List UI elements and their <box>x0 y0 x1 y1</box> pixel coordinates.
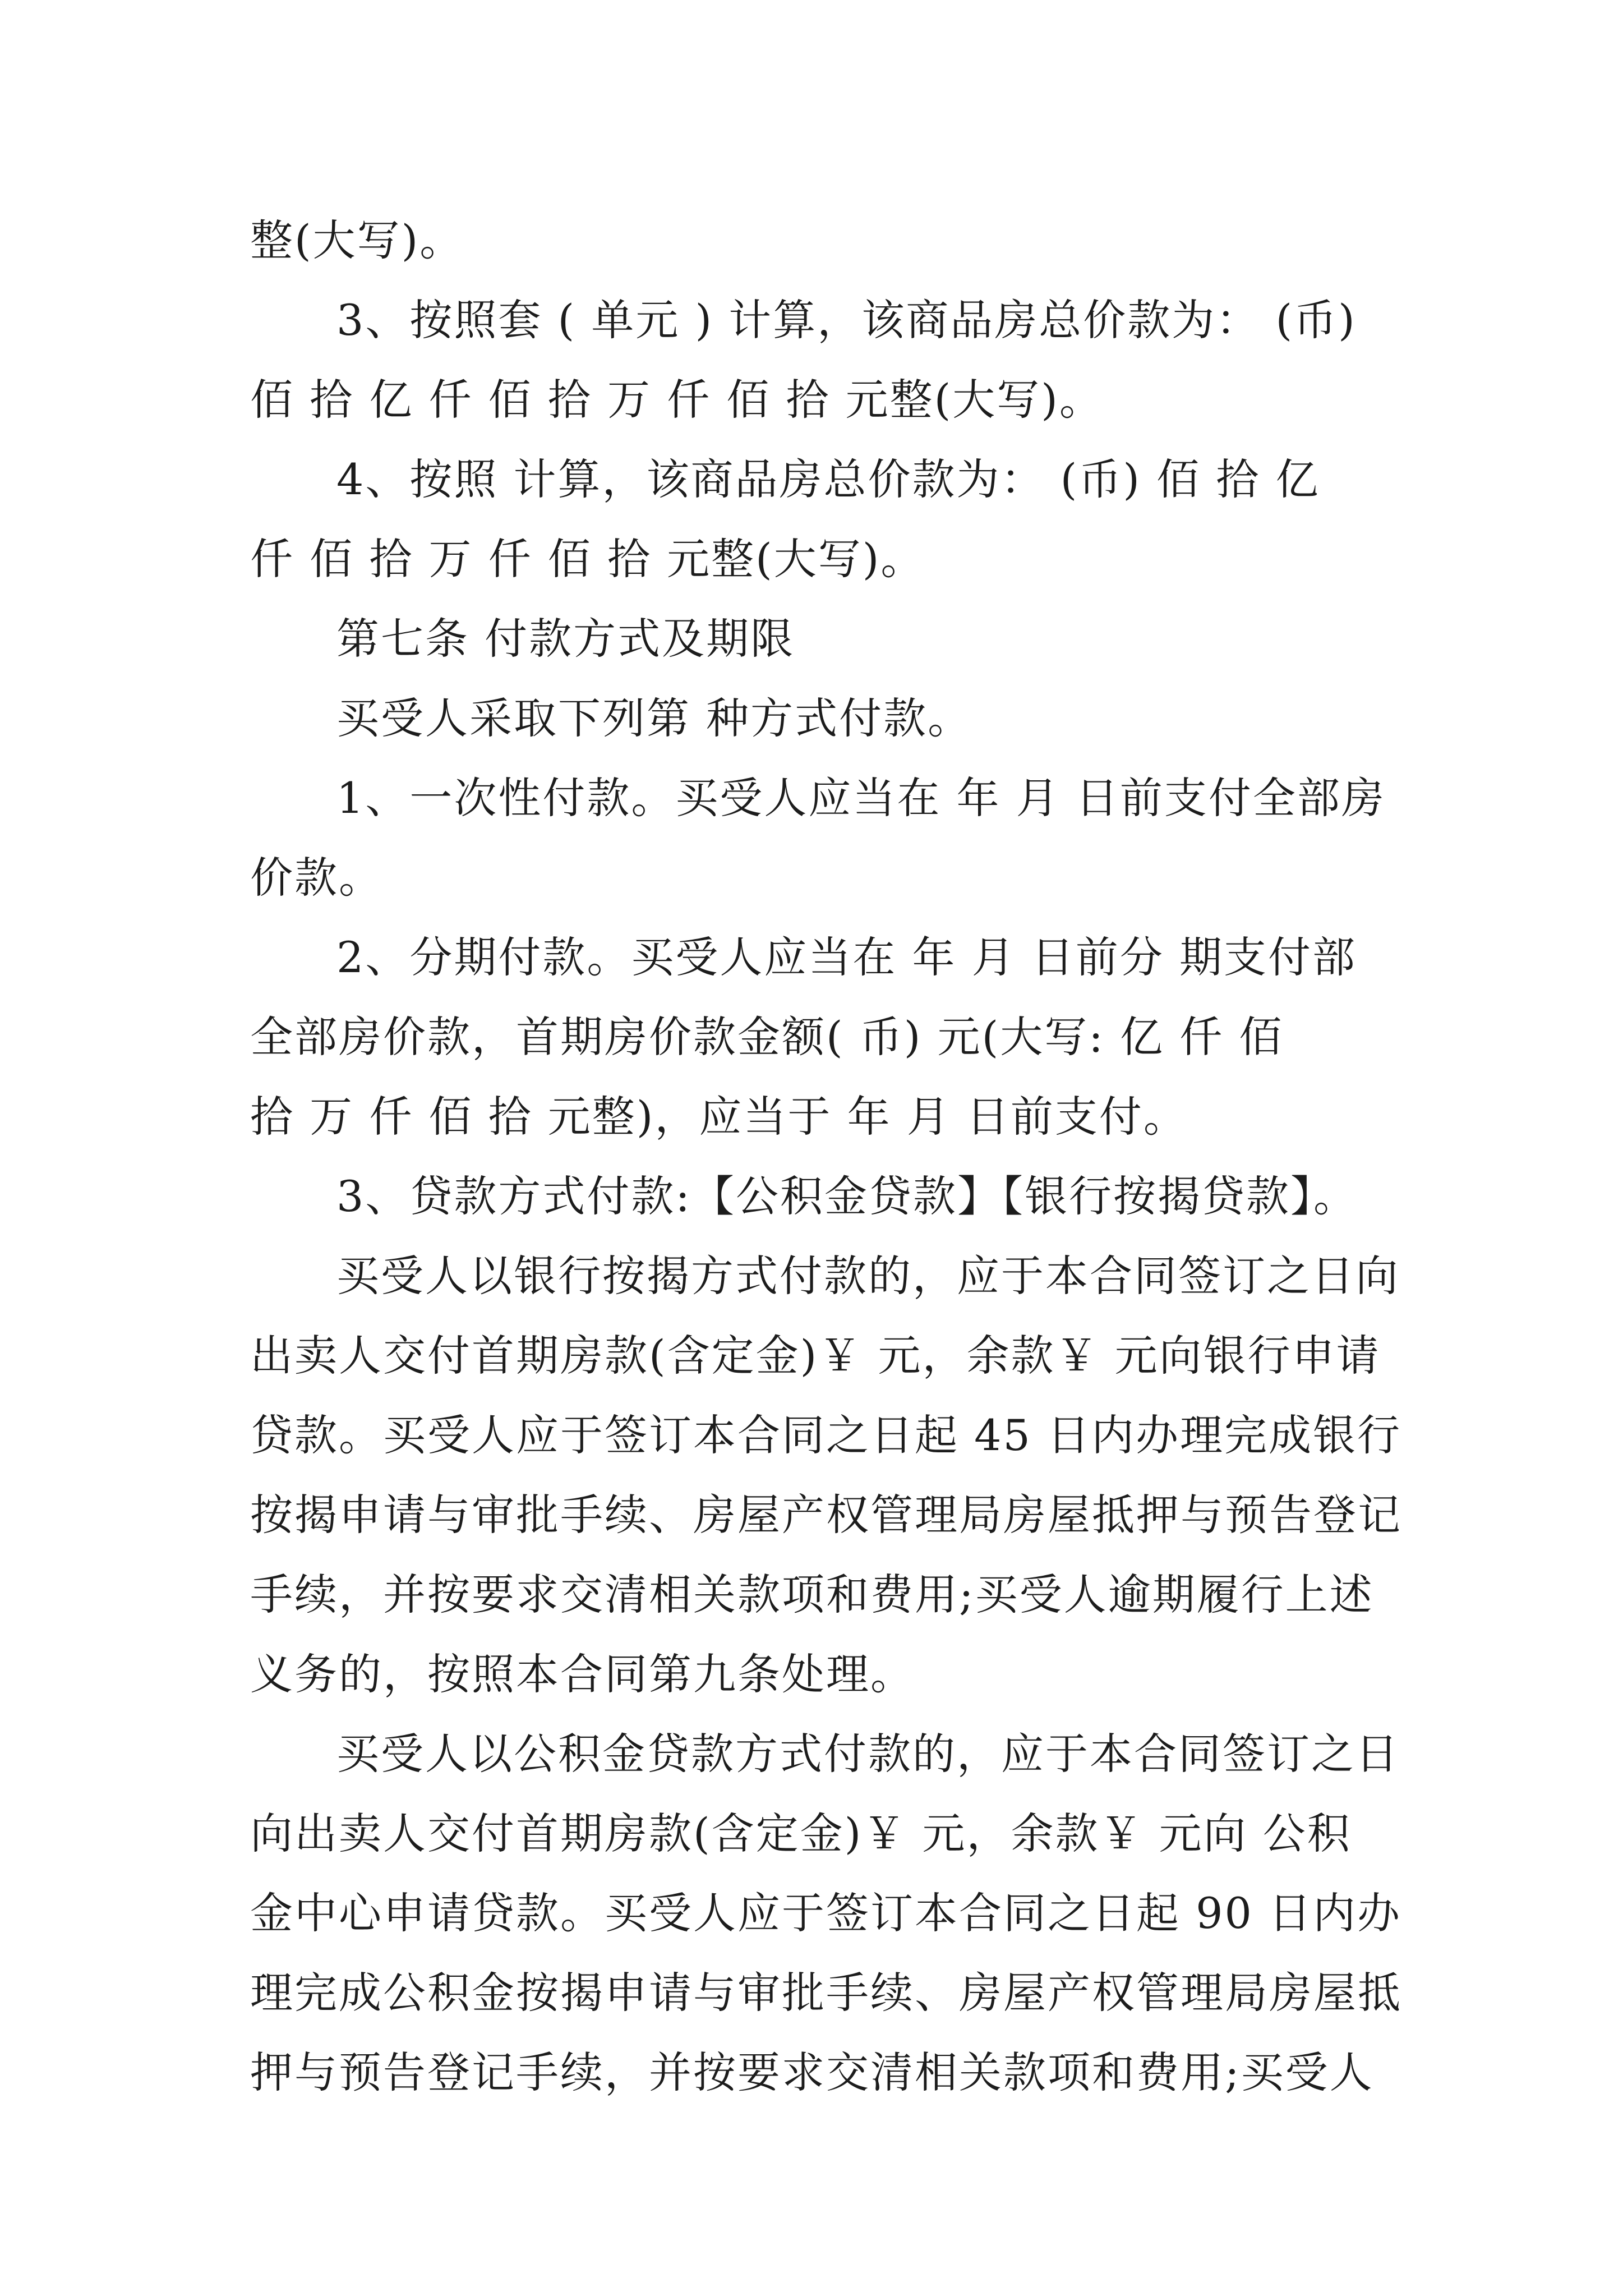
text-line: 押与预告登记手续，并按要求交清相关款项和费用;买受人 <box>250 2047 1374 2097</box>
text-line: 全部房价款，首期房价款金额( 币) 元(大写: 亿 仟 佰 <box>250 1012 1284 1062</box>
text-line: 整(大写)。 <box>250 215 464 265</box>
text-line: 理完成公积金按揭申请与审批手续、房屋产权管理局房屋抵 <box>250 1968 1402 2018</box>
text-line: 3、按照套 ( 单元 ) 计算，该商品房总价款为： (币) <box>336 295 1357 345</box>
text-line: 3、贷款方式付款:【公积金贷款】【银行按揭贷款】。 <box>336 1171 1358 1221</box>
text-line: 买受人采取下列第 种方式付款。 <box>336 693 972 743</box>
text-line: 买受人以公积金贷款方式付款的，应于本合同签订之日 <box>336 1729 1400 1779</box>
text-line: 贷款。买受人应于签订本合同之日起 45 日内办理完成银行 <box>250 1410 1402 1460</box>
text-line: 金中心申请贷款。买受人应于签订本合同之日起 90 日内办 <box>250 1888 1402 1938</box>
text-line: 2、分期付款。买受人应当在 年 月 日前分 期支付部 <box>336 932 1357 982</box>
text-line: 义务的，按照本合同第九条处理。 <box>250 1649 915 1699</box>
text-line: 仟 佰 拾 万 仟 佰 拾 元整(大写)。 <box>250 534 925 584</box>
text-line: 手续，并按要求交清相关款项和费用;买受人逾期履行上述 <box>250 1570 1374 1619</box>
text-line: 出卖人交付首期房款(含定金)￥ 元，余款￥ 元向银行申请 <box>250 1331 1381 1381</box>
text-line: 按揭申请与审批手续、房屋产权管理局房屋抵押与预告登记 <box>250 1490 1402 1540</box>
section-heading: 第七条 付款方式及期限 <box>336 614 795 664</box>
text-line: 佰 拾 亿 仟 佰 拾 万 仟 佰 拾 元整(大写)。 <box>250 375 1104 425</box>
text-line: 价款。 <box>250 853 383 903</box>
text-line: 买受人以银行按揭方式付款的，应于本合同签订之日向 <box>336 1251 1400 1301</box>
text-line: 拾 万 仟 佰 拾 元整)，应当于 年 月 日前支付。 <box>250 1092 1188 1142</box>
text-line: 向出卖人交付首期房款(含定金)￥ 元，余款￥ 元向 公积 <box>250 1809 1352 1858</box>
text-line: 1、一次性付款。买受人应当在 年 月 日前支付全部房 <box>336 773 1386 823</box>
text-line: 4、按照 计算，该商品房总价款为： (币) 佰 拾 亿 <box>336 454 1320 504</box>
